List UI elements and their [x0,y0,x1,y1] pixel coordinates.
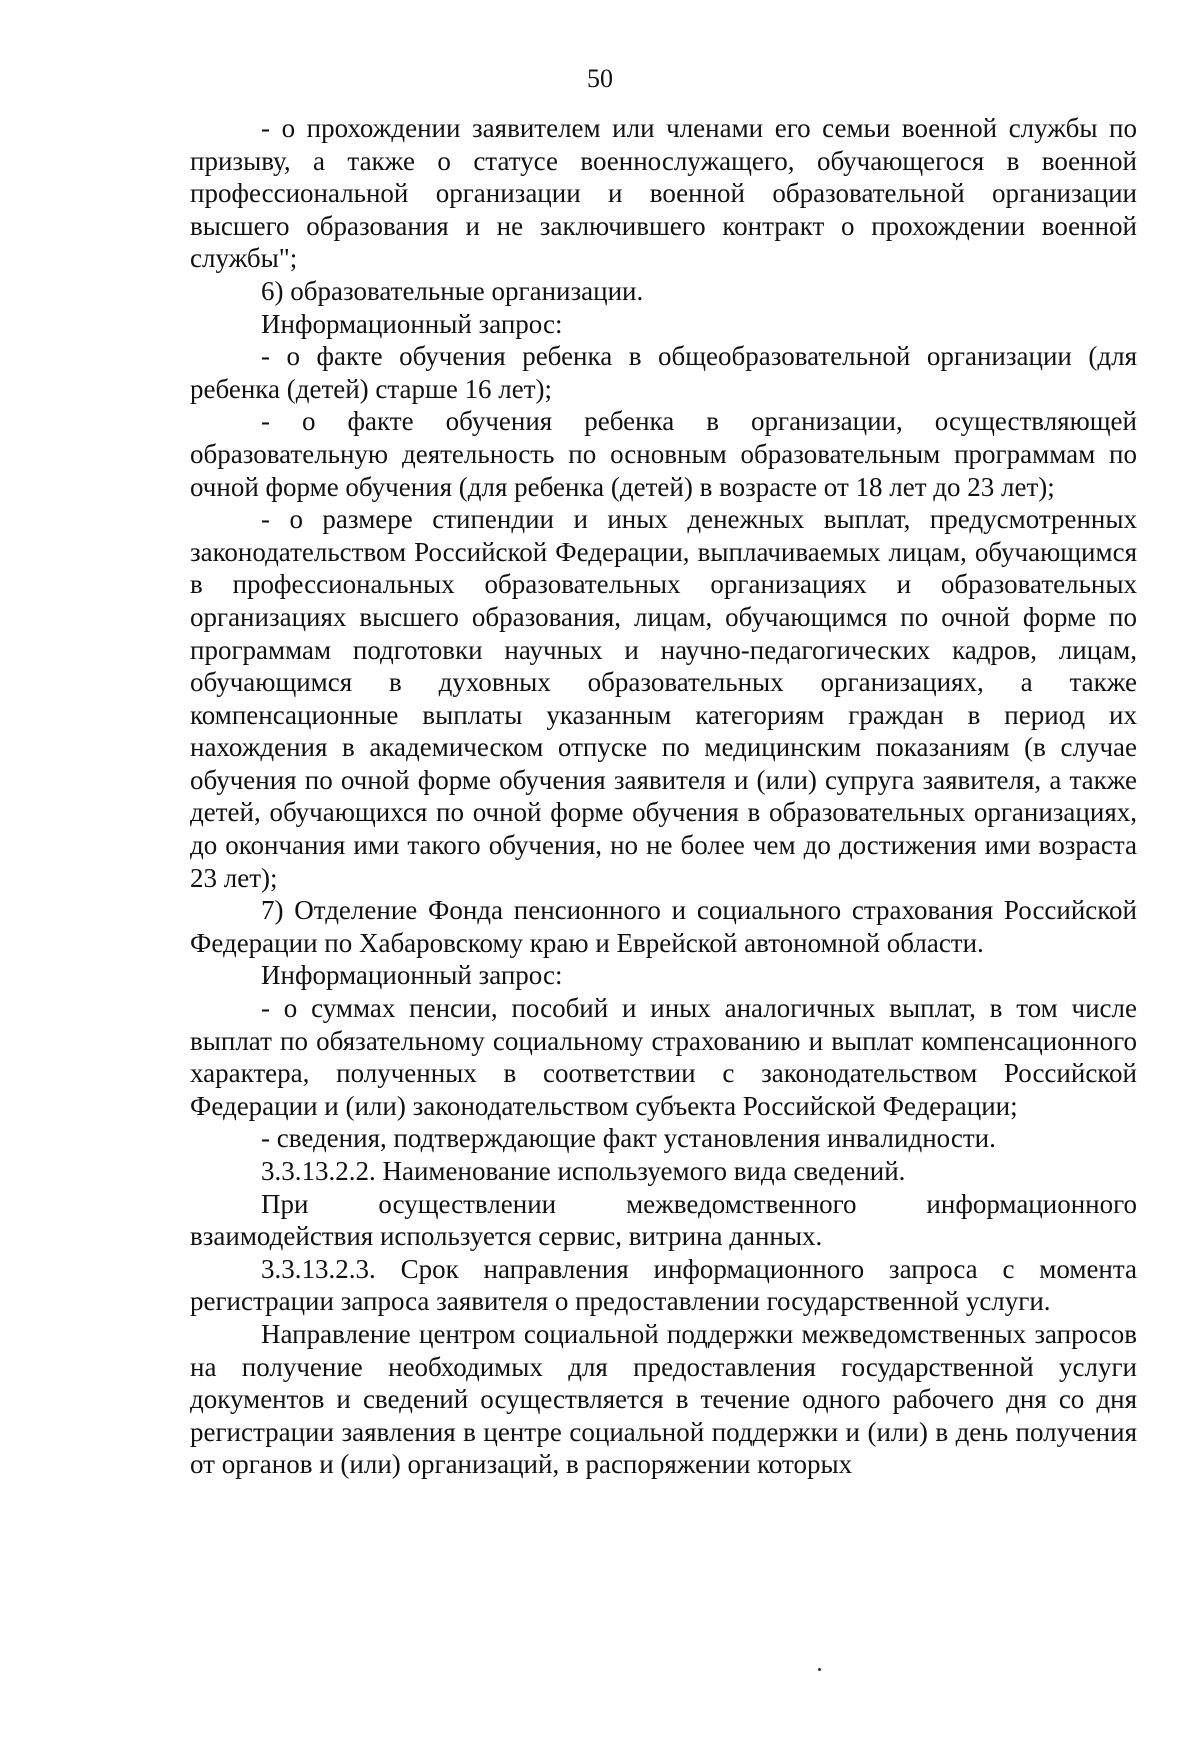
paragraph-section-3-3-13-2-3: 3.3.13.2.3. Срок направления информационного запроса с момента регистрации запроса заявителя о предоставлении государственной услуги. [190,1253,1137,1317]
paragraph-education-orgs: 6) образовательные организации. [261,275,644,306]
paragraph-section-3-3-13-2-2: 3.3.13.2.2. Наименование используемого вида сведений. [261,1156,906,1186]
document-body [190,112,1137,1481]
paragraph-school-study: - о факте обучения ребенка в общеобразовательной организации (для ребенка (детей) старше 16 лет); [190,341,1137,404]
paragraph-pension-fund: 7) Отделение Фонда пенсионного и социального страхования Российской Федерации по Хабаровскому краю и Еврейской автономной области. [190,895,1137,958]
page-number: 50 [587,64,613,93]
paragraph-military-service: - о прохождении заявителем или членами его семьи военной службы по призыву, а также о статусе военнослужащего, обучающегося в военной профессиональной организации и военной образовательной организации высшего образования и не заключившего контракт о прохождении военной службы"; [190,113,1137,274]
paragraph-request-direction: Направление центром социальной поддержки межведомственных запросов на получение необходимых для предоставления государственной услуги документов и сведений осуществляется в течение одного рабочего дня со дня регистрации заявления в центре социальной поддержки и (или) в день получения от органов и (или) организаций, в распоряжении которых [190,1318,1137,1480]
paragraph-disability: - сведения, подтверждающие факт установления инвалидности. [261,1123,996,1154]
paragraph-stipend: - о размере стипендии и иных денежных выплат, предусмотренных законодательством Российской Федерации, выплачиваемых лицам, обучающимся в профессиональных образовательных организациях и образовательных организациях высшего образования, лицам, обучающимся по очной форме по программам подготовки научных и научно-педагогических кадров, лицам, обучающимся в духовных образовательных организациях, а также компенсационные выплаты указанным категориям граждан в период их нахождения в академическом отпуске по медицинским показаниям (в случае обучения по очной форме обучения заявителя и (или) супруга заявителя, а также детей, обучающихся по очной форме обучения в образовательных организациях, до окончания ими такого обучения, но не более чем до достижения ими возраста 23 лет); [190,504,1137,893]
paragraph-info-request-2: Информационный запрос: [261,960,563,991]
paragraph-info-request-1: Информационный запрос: [261,308,563,339]
scan-speck [818,1668,821,1671]
paragraph-pension-sums: - о суммах пенсии, пособий и иных аналогичных выплат, в том числе выплат по обязательному социальному страхованию и выплат компенсационного характера, полученных в соответствии с законодательством Российской Федерации и (или) законодательством субъекта Российской Федерации; [190,993,1137,1121]
paragraph-fulltime-study: - о факте обучения ребенка в организации, осуществляющей образовательную деятельность по основным образовательным программам по очной форме обучения (для ребенка (детей) в возрасте от 18 лет до 23 лет); [190,406,1137,502]
paragraph-service-showcase: При осуществлении межведомственного информационного взаимодействия используется сервис, витрина данных. [190,1188,1137,1252]
